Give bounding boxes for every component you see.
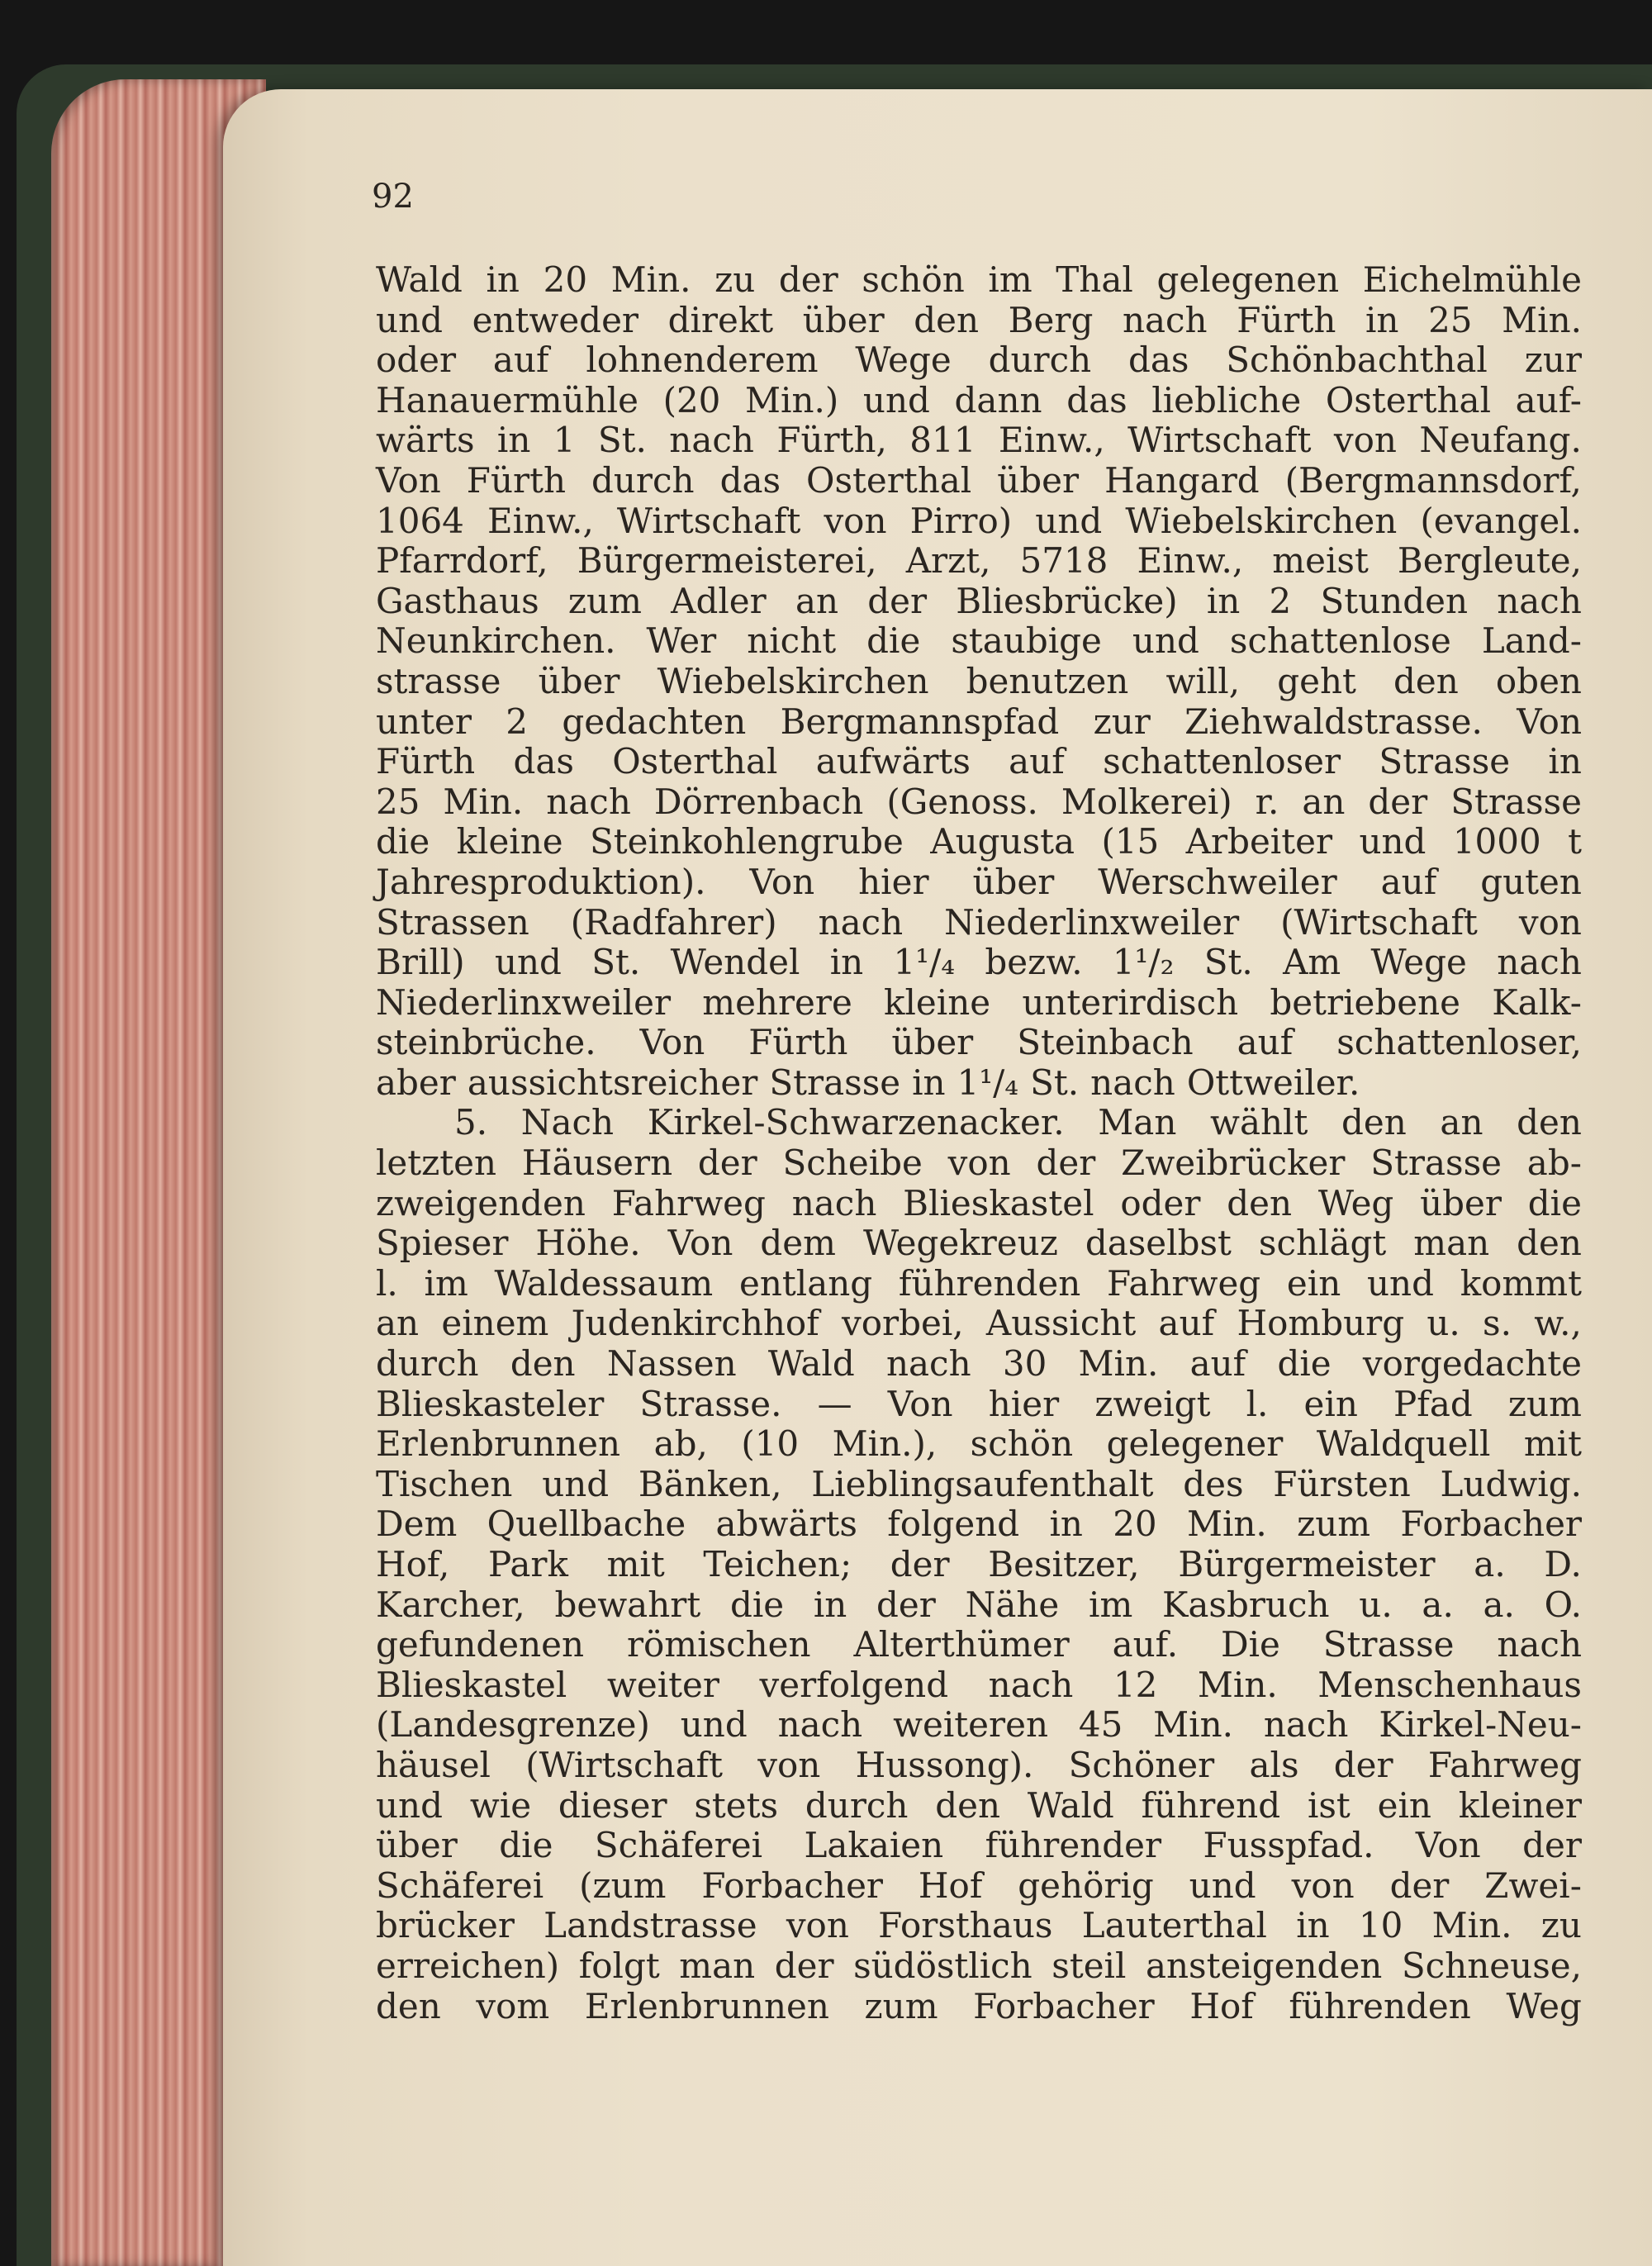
text-line: Dem Quellbache abwärts folgend in 20 Min. zum Forbacher [376, 1504, 1582, 1545]
text-line: Von Fürth durch das Osterthal über Hangard (Bergmannsdorf, [376, 459, 1582, 501]
text-line: 1064 Einw., Wirtschaft von Pirro) und Wiebelskirchen (evangel. [376, 500, 1582, 541]
text-line: Erlenbrunnen ab, (10 Min.), schön gelegener Waldquell mit [376, 1423, 1582, 1465]
text-line: die kleine Steinkohlengrube Augusta (15 Arbeiter und 1000 t [376, 821, 1582, 862]
text-line: Karcher, bewahrt die in der Nähe im Kasbruch u. a. a. O. [376, 1584, 1582, 1625]
text-line: Neunkirchen. Wer nicht die staubige und schattenlose Land- [376, 620, 1582, 662]
text-line: erreichen) folgt man der südöstlich steil ansteigenden Schneuse, [376, 1945, 1582, 1986]
text-line: Schäferei (zum Forbacher Hof gehörig und von der Zwei- [376, 1865, 1582, 1906]
text-line: und entweder direkt über den Berg nach Fürth in 25 Min. [376, 299, 1582, 340]
body-text [376, 260, 1582, 2026]
text-line: Hanauermühle (20 Min.) und dann das liebliche Osterthal auf- [376, 379, 1582, 420]
text-line: 25 Min. nach Dörrenbach (Genoss. Molkerei) r. an der Strasse [376, 781, 1582, 822]
text-line: durch den Nassen Wald nach 30 Min. auf die vorgedachte [376, 1343, 1582, 1385]
text-line: Blieskasteler Strasse. — Von hier zweigt l. ein Pfad zum [376, 1383, 1582, 1424]
text-line: (Landesgrenze) und nach weiteren 45 Min. nach Kirkel-Neu- [376, 1704, 1582, 1746]
text-line: Gasthaus zum Adler an der Bliesbrücke) in 2 Stunden nach [376, 580, 1582, 621]
text-line: Strassen (Radfahrer) nach Niederlinxweiler (Wirtschaft von [376, 901, 1582, 943]
text-line: oder auf lohnenderem Wege durch das Schönbachthal zur [376, 340, 1582, 381]
text-line: gefundenen römischen Alterthümer auf. Die Strasse nach [376, 1624, 1582, 1665]
text-line: Pfarrdorf, Bürgermeisterei, Arzt, 5718 Einw., meist Bergleute, [376, 540, 1582, 582]
text-line: steinbrüche. Von Fürth über Steinbach auf schattenloser, [376, 1022, 1582, 1063]
text-line: Brill) und St. Wendel in 1¹/₄ bezw. 1¹/₂ St. Am Wege nach [376, 942, 1582, 983]
text-line: und wie dieser stets durch den Wald führend ist ein kleiner [376, 1784, 1582, 1826]
text-line: Hof, Park mit Teichen; der Besitzer, Bürgermeister a. D. [376, 1544, 1582, 1584]
text-line: wärts in 1 St. nach Fürth, 811 Einw., Wirtschaft von Neufang. [376, 420, 1582, 461]
text-line: brücker Landstrasse von Forsthaus Lauterthal in 10 Min. zu [376, 1905, 1582, 1946]
text-line: aber aussichtsreicher Strasse in 1¹/₄ St. nach Ottweiler. [376, 1062, 1360, 1103]
text-line: Niederlinxweiler mehrere kleine unterirdisch betriebene Kalk- [376, 981, 1582, 1023]
text-line: strasse über Wiebelskirchen benutzen will, geht den oben [376, 660, 1582, 701]
text-line: Fürth das Osterthal aufwärts auf schattenloser Strasse in [376, 741, 1582, 782]
text-line: zweigenden Fahrweg nach Blieskastel oder den Weg über die [376, 1182, 1582, 1223]
text-line: letzten Häusern der Scheibe von der Zweibrücker Strasse ab- [376, 1143, 1582, 1184]
text-line: unter 2 gedachten Bergmannspfad zur Ziehwaldstrasse. Von [376, 701, 1582, 742]
text-line: an einem Judenkirchhof vorbei, Aussicht auf Homburg u. s. w., [376, 1303, 1582, 1344]
page-number: 92 [372, 178, 414, 216]
text-line: l. im Waldessaum entlang führenden Fahrweg ein und kommt [376, 1262, 1582, 1304]
text-line: Wald in 20 Min. zu der schön im Thal gelegenen Eichelmühle [376, 259, 1582, 300]
text-line: häusel (Wirtschaft von Hussong). Schöner als der Fahrweg [376, 1744, 1582, 1785]
text-line: Tischen und Bänken, Lieblingsaufenthalt des Fürsten Ludwig. [376, 1463, 1582, 1504]
text-line: 5. Nach Kirkel-Schwarzenacker. Man wählt den an den [454, 1102, 1582, 1143]
text-line: Blieskastel weiter verfolgend nach 12 Min. Menschenhaus [376, 1664, 1582, 1705]
text-line: Jahresproduktion). Von hier über Werschweiler auf guten [376, 861, 1582, 902]
text-line: Spieser Höhe. Von dem Wegekreuz daselbst schlägt man den [376, 1223, 1582, 1264]
text-line: den vom Erlenbrunnen zum Forbacher Hof führenden Weg [376, 1985, 1582, 2026]
text-line: über die Schäferei Lakaien führender Fusspfad. Von der [376, 1825, 1582, 1866]
